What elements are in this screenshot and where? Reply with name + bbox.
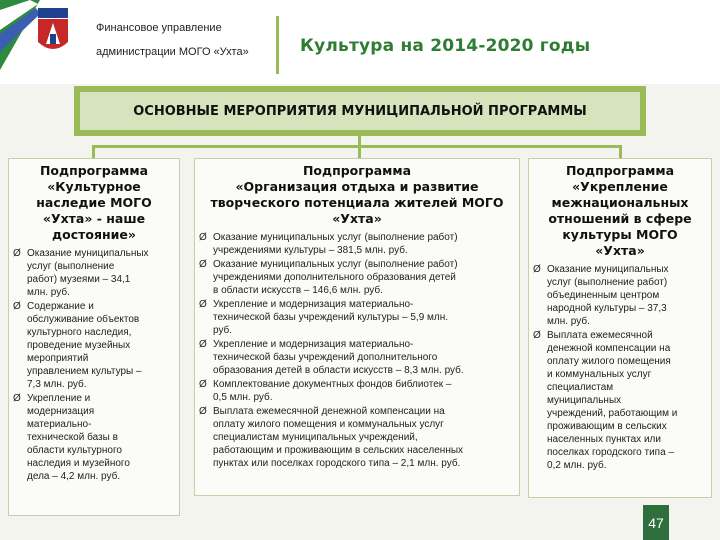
bullet-arrow-icon: Ø	[199, 406, 207, 417]
item-text: Выплата ежемесячной денежной компенсации на оплату жилого помещения и коммунальных услуг специалистам муниципальных учреждений, работающим и проживающим в сельских населенных пунктах или поселках городского типа – 0,2 млн. руб.	[547, 330, 678, 471]
banner-text: ОСНОВНЫЕ МЕРОПРИЯТИЯ МУНИЦИПАЛЬНОЙ ПРОГРАММЫ	[133, 103, 587, 119]
list-item	[199, 405, 515, 470]
list-item	[533, 329, 707, 472]
connector-horizontal	[92, 145, 622, 148]
item-text: Оказание муниципальных услуг (выполнение работ) объединенным центром народной культуры – 37,3 млн. руб.	[547, 264, 669, 327]
subprogram-title: Подпрограмма «Культурное наследие МОГО «Ухта» - наше достояние»	[36, 163, 152, 242]
subprogram-card-3	[528, 158, 712, 498]
list-item	[199, 231, 515, 257]
bullet-arrow-icon: Ø	[199, 379, 207, 390]
list-item	[199, 338, 515, 377]
item-text: Оказание муниципальных услуг (выполнение работ) музеями – 34,1 млн. руб.	[27, 248, 149, 298]
bullet-arrow-icon: Ø	[199, 259, 207, 270]
org-line-2: администрации МОГО «Ухта»	[96, 46, 249, 58]
banner-inner	[80, 92, 640, 130]
list-item	[199, 298, 515, 337]
page-title: Культура на 2014-2020 годы	[300, 36, 591, 56]
item-text: Оказание муниципальных услуг (выполнение работ) учреждениями культуры – 381,5 млн. руб.	[213, 232, 458, 256]
item-text: Укрепление и модернизация материально- технической базы учреждений культуры – 5,9 млн. руб.	[213, 299, 449, 336]
program-banner	[74, 86, 646, 136]
org-line-1: Финансовое управление	[96, 22, 222, 34]
flag-decoration	[0, 0, 40, 70]
bullet-arrow-icon: Ø	[199, 339, 207, 350]
bullet-arrow-icon: Ø	[199, 299, 207, 310]
bullet-arrow-icon: Ø	[533, 330, 541, 341]
bullet-arrow-icon: Ø	[13, 248, 21, 259]
header-divider	[276, 16, 279, 74]
list-item	[13, 300, 175, 391]
item-text: Содержание и обслуживание объектов культурного наследия, проведение музейных мероприятий управлением культуры – 7,3 млн. руб.	[27, 301, 142, 390]
item-text: Оказание муниципальных услуг (выполнение работ) учреждениями дополнительного образования детей в области искусств – 146,6 млн. руб.	[213, 259, 458, 296]
subprogram-title: Подпрограмма «Организация отдыха и развитие творческого потенциала жителей МОГО «Ухта»	[210, 163, 504, 226]
bullet-arrow-icon: Ø	[13, 301, 21, 312]
list-item	[13, 392, 175, 483]
bullet-arrow-icon: Ø	[13, 393, 21, 404]
list-item	[199, 378, 515, 404]
connector-left	[92, 145, 95, 158]
connector-middle	[358, 145, 361, 158]
bullet-arrow-icon: Ø	[199, 232, 207, 243]
subprogram-card-1	[8, 158, 180, 516]
item-text: Укрепление и модернизация материально- технической базы в области культурного наследия и музейного дела – 4,2 млн. руб.	[27, 393, 130, 482]
list-item	[533, 263, 707, 328]
connector-right	[619, 145, 622, 158]
subprogram-title: Подпрограмма «Укрепление межнациональных отношений в сфере культуры МОГО «Ухта»	[548, 163, 692, 258]
city-emblem-icon	[38, 8, 68, 56]
item-text: Комплектование документных фондов библиотек – 0,5 млн. руб.	[213, 379, 452, 403]
item-text: Выплата ежемесячной денежной компенсации на оплату жилого помещения и коммунальных услуг специалистам муниципальных учреждений, работающим и проживающим в сельских населенных пунктах или поселках городского типа – 2,1 млн. руб.	[213, 406, 464, 469]
list-item	[199, 258, 515, 297]
list-item	[13, 247, 175, 299]
item-text: Укрепление и модернизация материально- технической базы учреждений дополнительного образования детей в области искусств – 8,3 млн. руб.	[213, 339, 464, 376]
page-number: 47	[643, 505, 669, 540]
header	[0, 0, 720, 84]
bullet-arrow-icon: Ø	[533, 264, 541, 275]
subprogram-card-2	[194, 158, 520, 496]
